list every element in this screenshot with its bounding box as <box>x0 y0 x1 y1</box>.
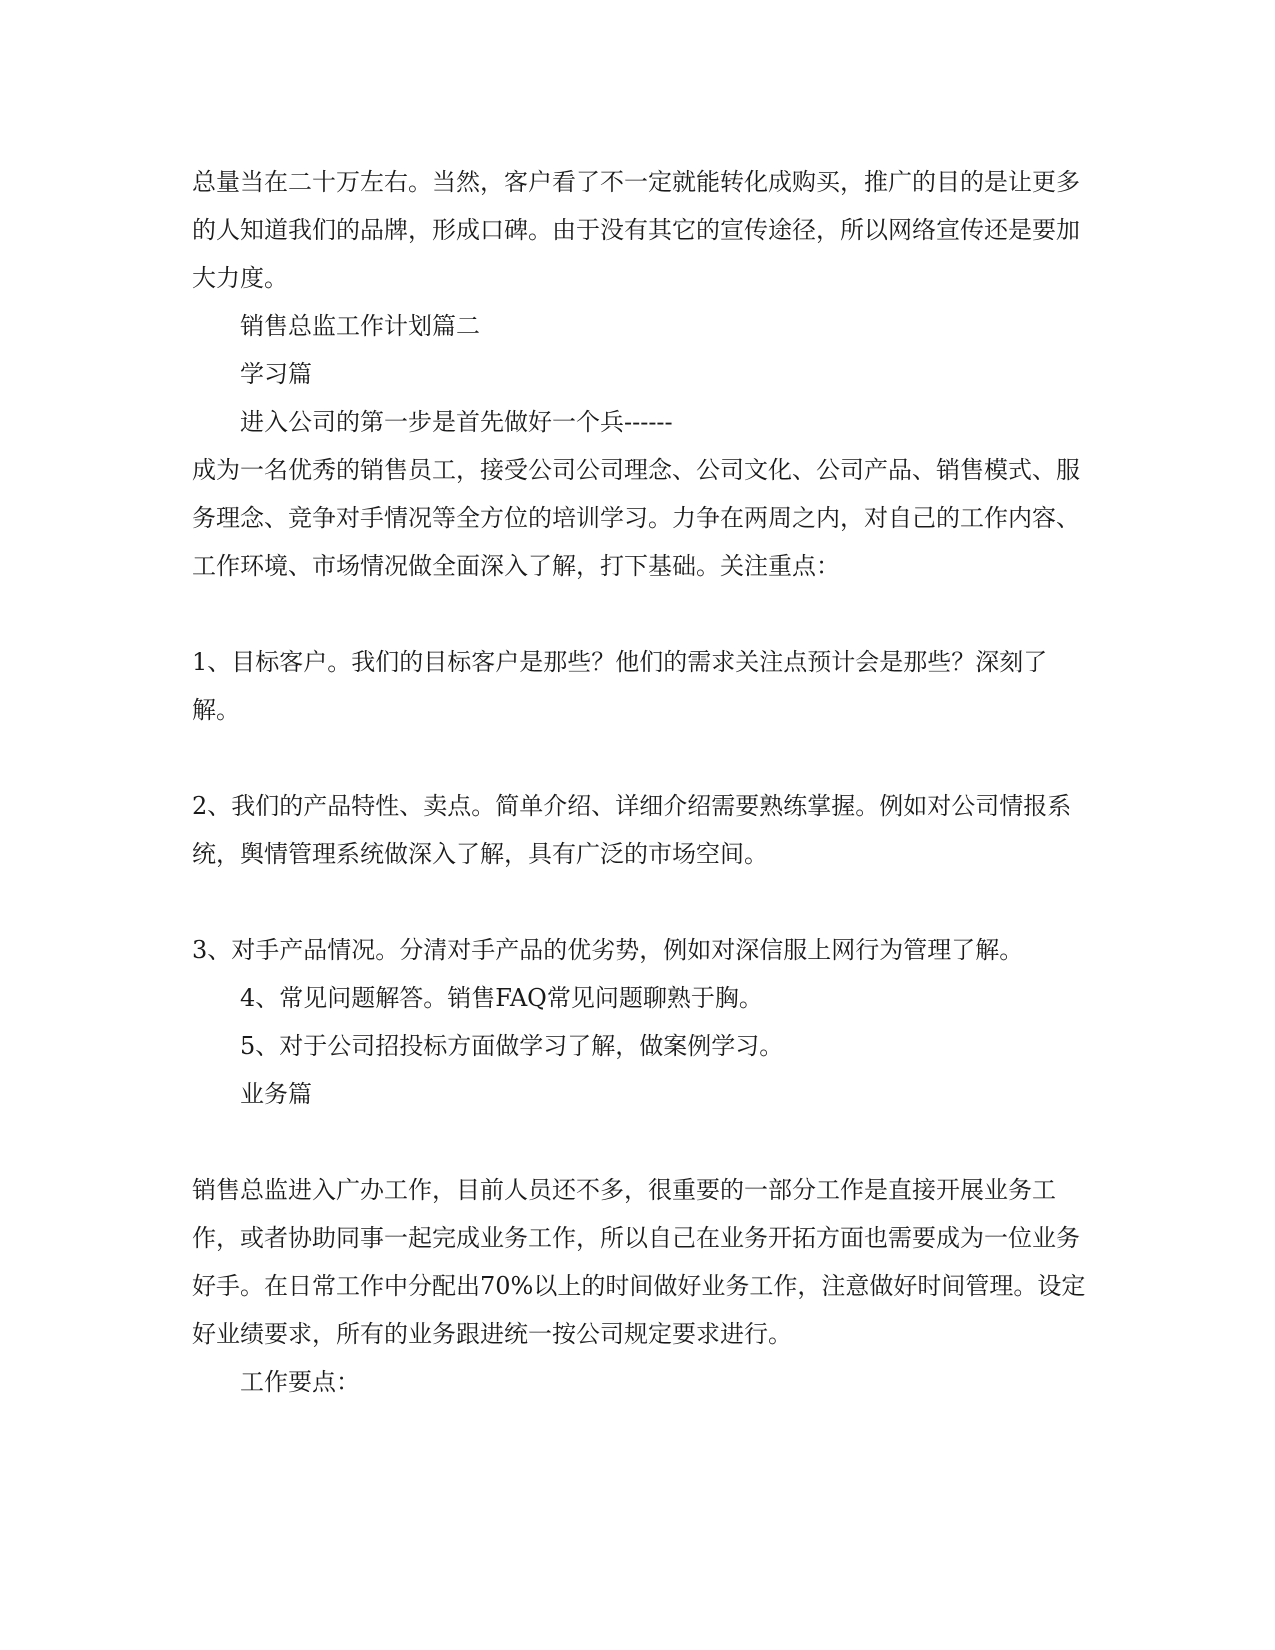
heading-business: 业务篇 <box>240 1080 312 1108</box>
document-body <box>192 158 1092 1406</box>
list-item-5: 5、对于公司招投标方面做学习了解，做案例学习。 <box>240 1032 784 1060</box>
spacer <box>192 590 1092 638</box>
paragraph-training: 成为一名优秀的销售员工，接受公司公司理念、公司文化、公司产品、销售模式、服务理念、竞争对手情况等全方位的培训学习。力争在两周之内，对自己的工作内容、工作环境、市场情况做全面深入了解，打下基础。关注重点： <box>192 456 1080 580</box>
paragraph-business: 销售总监进入广办工作，目前人员还不多，很重要的一部分工作是直接开展业务工作，或者协助同事一起完成业务工作，所以自己在业务开拓方面也需要成为一位业务好手。在日常工作中分配出70%以上的时间做好业务工作，注意做好时间管理。设定好业绩要求，所有的业务跟进统一按公司规定要求进行。 <box>192 1176 1086 1348</box>
paragraph-first-step: 进入公司的第一步是首先做好一个兵------ <box>240 408 673 436</box>
heading-study: 学习篇 <box>240 360 312 388</box>
paragraph-promotion: 总量当在二十万左右。当然，客户看了不一定就能转化成购买，推广的目的是让更多的人知道我们的品牌，形成口碑。由于没有其它的宣传途径，所以网络宣传还是要加大力度。 <box>192 168 1080 292</box>
spacer <box>192 878 1092 926</box>
heading-work-points: 工作要点： <box>240 1368 360 1396</box>
list-item-4: 4、常见问题解答。销售FAQ常见问题聊熟于胸。 <box>240 984 763 1012</box>
spacer <box>192 734 1092 782</box>
list-item-2: 2、我们的产品特性、卖点。简单介绍、详细介绍需要熟练掌握。例如对公司情报系统，舆情管理系统做深入了解，具有广泛的市场空间。 <box>192 792 1072 868</box>
list-item-1: 1、目标客户。我们的目标客户是那些？他们的需求关注点预计会是那些？深刻了解。 <box>192 648 1048 724</box>
list-item-3: 3、对手产品情况。分清对手产品的优劣势，例如对深信服上网行为管理了解。 <box>192 936 1024 964</box>
section-title: 销售总监工作计划篇二 <box>240 312 480 340</box>
spacer <box>192 1118 1092 1166</box>
